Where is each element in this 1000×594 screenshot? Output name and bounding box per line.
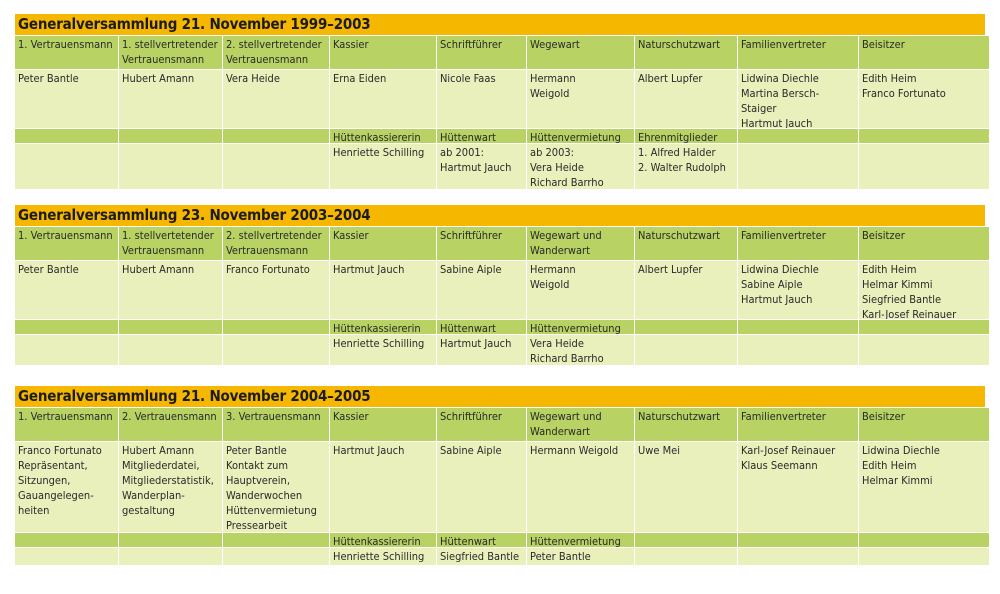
sub-header-row-cell (119, 320, 222, 334)
sub-member-row-cell (738, 144, 858, 189)
header-row-cell: 1. Vertrauensmann (15, 36, 118, 69)
section-1999-2003 (15, 14, 985, 189)
header-row-cell: 2. stellvertretender Vertrauensmann (223, 227, 329, 260)
sub-member-row-cell: Hartmut Jauch (437, 335, 526, 365)
sub-member-row-cell (15, 548, 118, 565)
sub-member-row-cell (738, 548, 858, 565)
section-2004-2005 (15, 386, 985, 565)
sub-member-row-cell: Henriette Schilling (330, 144, 436, 189)
sub-member-row-cell (119, 548, 222, 565)
sub-member-row-cell (15, 144, 118, 189)
header-row-cell: 1. stellvertretender Vertrauensmann (119, 36, 222, 69)
header-row-cell: Beisitzer (859, 408, 989, 441)
sub-header-row-cell (738, 320, 858, 334)
member-row-cell: Franco Fortunato Repräsentant, Sitzungen, Gauangelegen- heiten (15, 442, 118, 532)
member-row-cell: Hubert Amann (119, 70, 222, 128)
header-row-cell: 1. Vertrauensmann (15, 408, 118, 441)
sub-header-row-cell (15, 533, 118, 547)
member-row-cell: Lidwina Diechle Sabine Aiple Hartmut Jauch (738, 261, 858, 319)
header-row-cell: 3. Vertrauensmann (223, 408, 329, 441)
sub-member-row-cell (119, 144, 222, 189)
sub-header-row-cell (15, 320, 118, 334)
header-row-cell: Wegewart (527, 36, 634, 69)
sub-member-row-cell (635, 548, 737, 565)
section-title: Generalversammlung 21. November 2004–2005 (15, 386, 985, 407)
sub-header-row-cell: Hüttenvermietung (527, 533, 634, 547)
member-row-cell: Edith Heim Franco Fortunato (859, 70, 989, 128)
member-row-cell: Nicole Faas (437, 70, 526, 128)
sub-header-row-cell: Hüttenkassiererin (330, 320, 436, 334)
header-row-cell: 2. stellvertretender Vertrauensmann (223, 36, 329, 69)
member-row-cell: Vera Heide (223, 70, 329, 128)
member-row-cell: Hubert Amann (119, 261, 222, 319)
sub-header-row-cell (859, 533, 989, 547)
sub-member-row-cell (223, 335, 329, 365)
member-row-cell: Franco Fortunato (223, 261, 329, 319)
member-row-cell: Hartmut Jauch (330, 442, 436, 532)
header-row-cell: Naturschutzwart (635, 227, 737, 260)
sub-header-row-cell (119, 129, 222, 143)
member-row-cell: Uwe Mei (635, 442, 737, 532)
member-row-cell: Peter Bantle (15, 70, 118, 128)
header-row-cell: Kassier (330, 408, 436, 441)
header-row-cell: Beisitzer (859, 36, 989, 69)
sub-member-row-cell: Vera Heide Richard Barrho (527, 335, 634, 365)
sub-header-row-cell: Hüttenvermietung (527, 320, 634, 334)
sub-header-row-cell (119, 533, 222, 547)
member-row-cell: Peter Bantle (15, 261, 118, 319)
member-row-cell: Edith Heim Helmar Kimmi Siegfried Bantle Karl-Josef Reinauer (859, 261, 989, 319)
sub-header-row-cell: Hüttenkassiererin (330, 129, 436, 143)
header-row-cell: Beisitzer (859, 227, 989, 260)
sub-header-row-cell: Ehrenmitglieder (635, 129, 737, 143)
member-row-cell: Hermann Weigold (527, 70, 634, 128)
header-row-cell: 2. Vertrauensmann (119, 408, 222, 441)
sub-header-row-cell (223, 129, 329, 143)
section-title: Generalversammlung 23. November 2003–2004 (15, 205, 985, 226)
header-row-cell: 1. Vertrauensmann (15, 227, 118, 260)
sub-member-row-cell: ab 2003: Vera Heide Richard Barrho (527, 144, 634, 189)
sub-member-row-cell (15, 335, 118, 365)
officers-table (15, 36, 985, 189)
member-row-cell: Erna Eiden (330, 70, 436, 128)
header-row-cell: Wegewart und Wanderwart (527, 227, 634, 260)
member-row-cell: Albert Lupfer (635, 261, 737, 319)
member-row-cell: Hermann Weigold (527, 442, 634, 532)
sub-member-row-cell: ab 2001: Hartmut Jauch (437, 144, 526, 189)
sub-header-row-cell (859, 129, 989, 143)
member-row-cell: Hermann Weigold (527, 261, 634, 319)
member-row-cell: Peter Bantle Kontakt zum Hauptverein, Wanderwochen Hüttenvermietung Pressearbeit (223, 442, 329, 532)
sub-header-row-cell: Hüttenkassiererin (330, 533, 436, 547)
member-row-cell: Lidwina Diechle Martina Bersch- Staiger Hartmut Jauch (738, 70, 858, 128)
sub-member-row-cell (223, 144, 329, 189)
header-row-cell: Familienvertreter (738, 408, 858, 441)
sub-header-row-cell: Hüttenwart (437, 320, 526, 334)
member-row-cell: Karl-Josef Reinauer Klaus Seemann (738, 442, 858, 532)
sub-header-row-cell (859, 320, 989, 334)
sub-header-row-cell (223, 320, 329, 334)
officers-table (15, 227, 985, 365)
header-row-cell: Familienvertreter (738, 227, 858, 260)
sub-member-row-cell (119, 335, 222, 365)
sub-header-row-cell (635, 320, 737, 334)
sub-member-row-cell (859, 144, 989, 189)
sub-member-row-cell: 1. Alfred Halder 2. Walter Rudolph (635, 144, 737, 189)
officers-table (15, 408, 985, 565)
member-row-cell: Lidwina Diechle Edith Heim Helmar Kimmi (859, 442, 989, 532)
header-row-cell: Wegewart und Wanderwart (527, 408, 634, 441)
sub-header-row-cell: Hüttenwart (437, 129, 526, 143)
sub-header-row-cell (738, 129, 858, 143)
sub-member-row-cell (223, 548, 329, 565)
sub-member-row-cell (738, 335, 858, 365)
sub-header-row-cell (635, 533, 737, 547)
sub-member-row-cell (635, 335, 737, 365)
sub-header-row-cell (738, 533, 858, 547)
header-row-cell: Kassier (330, 227, 436, 260)
section-title: Generalversammlung 21. November 1999–2003 (15, 14, 985, 35)
sub-member-row-cell: Henriette Schilling (330, 335, 436, 365)
header-row-cell: Naturschutzwart (635, 408, 737, 441)
member-row-cell: Sabine Aiple (437, 442, 526, 532)
sub-member-row-cell: Henriette Schilling (330, 548, 436, 565)
sub-header-row-cell: Hüttenvermietung (527, 129, 634, 143)
sub-member-row-cell (859, 335, 989, 365)
sub-header-row-cell: Hüttenwart (437, 533, 526, 547)
sub-header-row-cell (223, 533, 329, 547)
member-row-cell: Sabine Aiple (437, 261, 526, 319)
section-2003-2004 (15, 205, 985, 365)
header-row-cell: Schriftführer (437, 227, 526, 260)
sub-member-row-cell: Siegfried Bantle (437, 548, 526, 565)
header-row-cell: Kassier (330, 36, 436, 69)
sub-member-row-cell (859, 548, 989, 565)
sub-header-row-cell (15, 129, 118, 143)
header-row-cell: Naturschutzwart (635, 36, 737, 69)
sub-member-row-cell: Peter Bantle (527, 548, 634, 565)
header-row-cell: Schriftführer (437, 36, 526, 69)
header-row-cell: 1. stellvertetender Vertrauensmann (119, 227, 222, 260)
member-row-cell: Hubert Amann Mitgliederdatei, Mitgliederstatistik, Wanderplan- gestaltung (119, 442, 222, 532)
header-row-cell: Familienvertreter (738, 36, 858, 69)
member-row-cell: Hartmut Jauch (330, 261, 436, 319)
header-row-cell: Schriftführer (437, 408, 526, 441)
member-row-cell: Albert Lupfer (635, 70, 737, 128)
